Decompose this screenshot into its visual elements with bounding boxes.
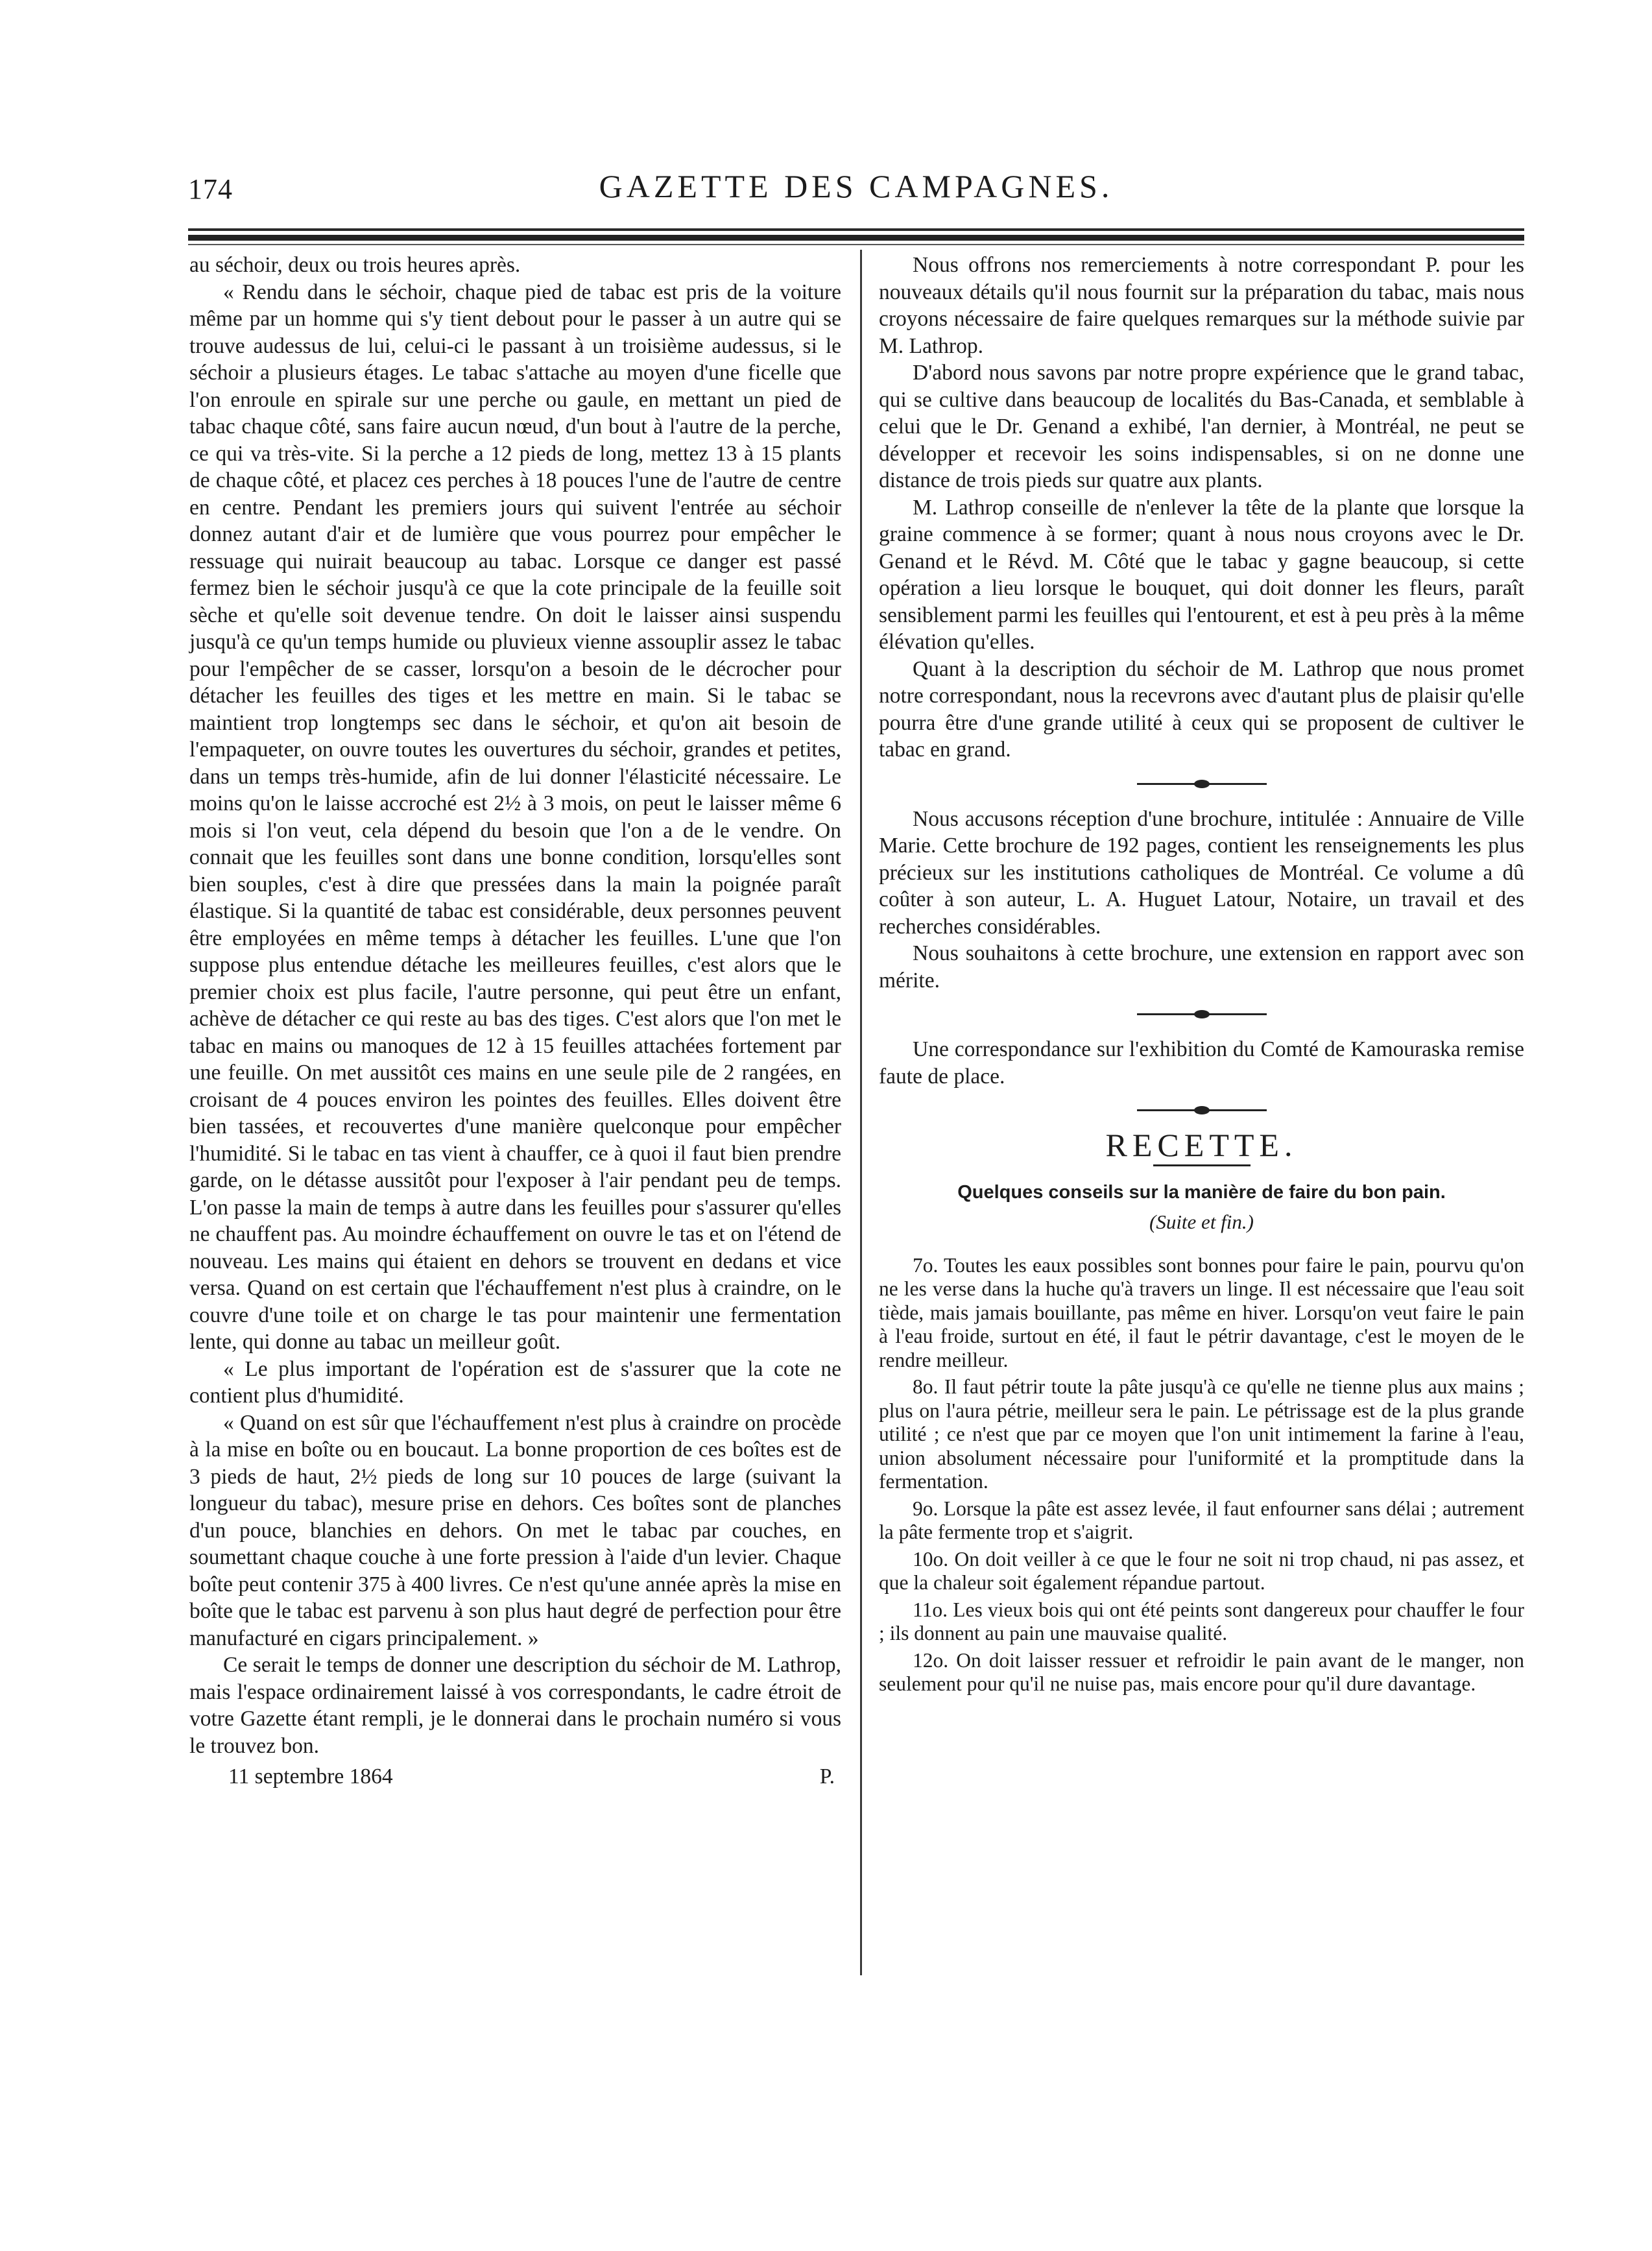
newspaper-title: GAZETTE DES CAMPAGNES. — [599, 168, 1114, 204]
section-separator — [1137, 1013, 1267, 1015]
page-header — [188, 167, 1524, 226]
editorial-paragraph: D'abord nous savons par notre propre expérience que le grand tabac, qui se cultive dans beaucoup de localités du Bas-Canada, et semblable à celui que le Dr. Genand a exhibé, l'an dernier, à Montréal, ne peut se développer et recevoir les soins indispensables, si on ne donne une distance de trois pieds sur quatre aux plants. — [879, 361, 1524, 492]
left-paragraph: Ce serait le temps de donner une description du séchoir de M. Lathrop, mais l'espace ordinairement laissé à vos correspondants, le cadre étroit de votre Gazette étant rempli, je le donnerai dans le prochain numéro si vous le trouvez bon. — [189, 1653, 841, 1758]
section-separator — [1137, 1109, 1267, 1111]
left-paragraph: « Quand on est sûr que l'échauffement n'est plus à craindre on procède à la mise en boîte ou en boucaut. La bonne proportion de ces boîtes est de 3 pieds de haut, 2½ pieds de long sur 10 pouces de large (suivant la longueur du tabac), mesure prise en dehors. Ces boîtes sont de planches d'un pouce, blanchies en dehors. On met le tabac par couches, en soumettant chaque couche à une forte pression à l'aide d'un levier. Chaque boîte peut contenir 375 à 400 livres. Ce n'est qu'une année après la mise en boîte que le tabac est parvenu à son plus haut degré de perfection pour être manufacturé en cigars principalement. » — [189, 1410, 841, 1650]
letter-dateline — [189, 1763, 841, 1790]
section-separator — [1137, 783, 1267, 785]
recette-item: 11o. Les vieux bois qui ont été peints sont dangereux pour chauffer le four ; ils donnent au pain une mauvaise qualité. — [879, 1598, 1524, 1644]
editorial-paragraph: Quant à la description du séchoir de M. Lathrop que nous promet notre correspondant, nous la recevrons avec d'autant plus de plaisir qu'elle pourra être d'une grande utilité à ceux qui se proposent de cultiver le tabac en grand. — [879, 656, 1524, 762]
recette-item: 12o. On doit laisser ressuer et refroidir le pain avant de le manger, non seulement pour qu'il ne nuise pas, mais encore pour qu'il dure davantage. — [879, 1648, 1524, 1695]
recette-item: 7o. Toutes les eaux possibles sont bonnes pour faire le pain, pourvu qu'on ne les verse dans la huche qu'à travers un linge. Il est nécessaire que l'eau soit tiède, mais jamais bouillante, pas même en hiver. Lorsqu'on veut faire le pain à l'eau froide, surtout en été, il faut le pétrir davantage, c'est le moyen de le rendre meilleur. — [879, 1253, 1524, 1371]
left-paragraph: au séchoir, deux ou trois heures après. — [189, 253, 521, 277]
column-divider — [860, 250, 862, 1975]
right-column — [879, 252, 1524, 1700]
notice-paragraph: Une correspondance sur l'exhibition du Comté de Kamouraska remise faute de place. — [879, 1037, 1524, 1089]
recette-subtitle: Quelques conseils sur la manière de faire du bon pain. — [957, 1181, 1446, 1203]
recette-note: (Suite et fin.) — [1149, 1210, 1254, 1233]
left-paragraph: « Le plus important de l'opération est de s'assurer que la cote ne contient plus d'humidité. — [189, 1356, 841, 1408]
recette-heading: RECETTE. — [1105, 1127, 1298, 1163]
header-rule-hairline — [188, 244, 1524, 245]
recette-item: 8o. Il faut pétrir toute la pâte jusqu'à ce qu'elle ne tienne plus aux mains ; plus on l'aura pétrie, meilleur sera le pain. Le pétrissage est de la plus grande utilité ; ce n'est que par ce moyen que l'on unit intimement la farine à l'eau, union absolument nécessaire pour l'uniformité et la promptitude dans la fermentation. — [879, 1375, 1524, 1493]
heading-rule — [1153, 1164, 1251, 1166]
editorial-paragraph: M. Lathrop conseille de n'enlever la tête de la plante que lorsque la graine commence à se former; quant à nous nous croyons avec le Dr. Genand et le Révd. M. Côté que le tabac y gagne beaucoup, si cette opération a lieu lorsque le bouquet, qui doit donner les fleurs, paraît sensiblement parmi les feuilles qui l'entourent, et est à peu près à la même élévation qu'elles. — [879, 495, 1524, 654]
header-rule-thin — [188, 228, 1524, 231]
letter-date: 11 septembre 1864 — [228, 1764, 393, 1788]
page-number: 174 — [188, 173, 233, 205]
recette-item: 9o. Lorsque la pâte est assez levée, il faut enfourner sans délai ; autrement la pâte fermente trop et s'aigrit. — [879, 1497, 1524, 1543]
editorial-paragraph: Nous offrons nos remerciements à notre correspondant P. pour les nouveaux détails qu'il nous fournit sur la préparation du tabac, mais nous croyons nécessaire de faire quelques remarques sur la méthode suivie par M. Lathrop. — [879, 253, 1524, 358]
left-paragraph: « Rendu dans le séchoir, chaque pied de tabac est pris de la voiture même par un homme qui s'y tient debout pour le passer à un autre qui se trouve audessus de lui, celui-ci le passant à un troisième audessus, si le séchoir a plusieurs étages. Le tabac s'attache au moyen d'une ficelle que l'on enroule en spirale sur une perche ou gaule, en mettant un pied de tabac chaque côté, sans faire aucun nœud, d'un bout à l'autre de la perche, ce qui va très-vite. Si la perche a 12 pieds de long, mettez 13 à 15 plants de chaque côté, et placez ces perches à 18 pouces l'une de l'autre de centre en centre. Pendant les premiers jours qui suivent l'entrée au séchoir donnez autant d'air et de lumière que vous pourrez pour empêcher le ressuage qui nuirait beaucoup au tabac. Lorsque ce danger est passé fermez bien le séchoir jusqu'à ce que la cote principale de la feuille soit sèche et qu'elle soit devenue tendre. On doit le laisser ainsi suspendu jusqu'à ce qu'un temps humide ou pluvieux vienne assouplir assez le tabac pour l'empêcher de se casser, lorsqu'on a besoin de le décrocher pour détacher les feuilles des tiges et les mettre en main. Si le tabac se maintient trop longtemps sec dans le séchoir, et qu'on ait besoin de l'empaqueter, on ouvre toutes les ouvertures du séchoir, grandes et petites, dans un temps très-humide, afin de lui donner l'élasticité nécessaire. Le moins qu'on le laisse accroché est 2½ à 3 mois, on peut le laisser même 6 mois si l'on veut, cela dépend du besoin que l'on a de le vendre. On connait que les feuilles sont dans une bonne condition, lorsqu'elles sont bien souples, c'est à dire que pressées dans la main la poignée paraît élastique. Si la quantité de tabac est considérable, deux personnes peuvent être employées en même temps à détacher les feuilles. L'une que l'on suppose plus entendue détache les meilleures feuilles, c'est alors que le premier choix est plus facile, l'autre personne, qui peut être un enfant, achève de détacher ce qui reste au bas des tiges. C'est alors que l'on met le tabac en mains ou manoques de 12 à 15 feuilles attachées fortement par une feuille. On met aussitôt ces mains en une seule pile de 2 rangées, en croisant de 4 pouces environ les pointes des feuilles. Elles doivent être bien tassées, et recouvertes d'une manière quelconque pour empêcher l'humidité. Si le tabac en tas vient à chauffer, ce à quoi il faut bien prendre garde, on le détasse aussitôt pour l'exposer à l'air pendant peu de temps. L'on passe la main de temps à autre dans les feuilles pour s'assurer qu'elles ne chauffent pas. Au moindre échauffement on ouvre le tas et on l'étend de nouveau. Les mains qui étaient en dehors se trouvent en dedans et vice versa. Quand on est certain que l'échauffement n'est plus à craindre, on le couvre d'une toile et on charge le tas pour maintenir une fermentation lente, qui donne au tabac un meilleur goût. — [189, 280, 841, 1354]
notice-paragraph: Nous souhaitons à cette brochure, une extension en rapport avec son mérite. — [879, 941, 1524, 993]
notice-paragraph: Nous accusons réception d'une brochure, intitulée : Annuaire de Ville Marie. Cette brochure de 192 pages, contient les renseignements les plus précieux sur les institutions catholiques de Montréal. Ce volume a dû coûter à son auteur, L. A. Huguet Latour, Notaire, un travail et des recherches considérables. — [879, 806, 1524, 939]
header-rule-thick — [188, 235, 1524, 241]
letter-signature: P. — [819, 1764, 835, 1788]
left-column — [189, 252, 841, 1790]
recette-item: 10o. On doit veiller à ce que le four ne soit ni trop chaud, ni pas assez, et que la chaleur soit également répandue partout. — [879, 1547, 1524, 1594]
